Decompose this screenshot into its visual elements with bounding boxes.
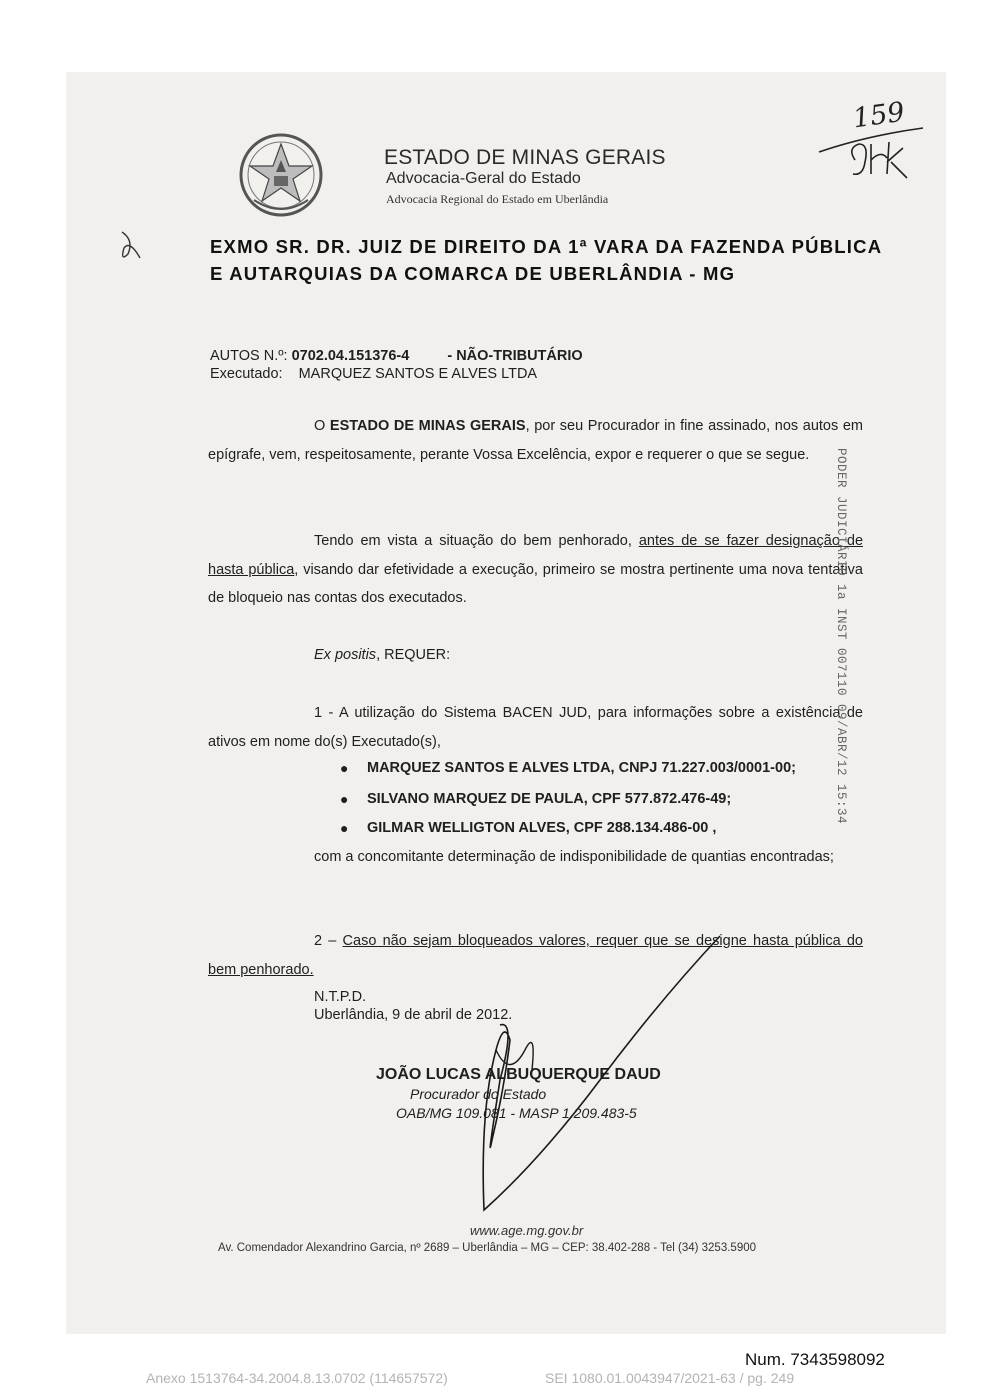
autos-number: 0702.04.151376-4	[291, 348, 410, 364]
p2-a: Tendo em vista a situação do bem penhorado,	[314, 533, 632, 549]
paragraph-ex-positis	[208, 641, 863, 670]
paragraph-situation	[208, 527, 863, 613]
addressee: EXMO SR. DR. JUIZ DE DIREITO DA 1ª VARA DA FAZENDA PÚBLICA E AUTARQUIAS DA COMARCA DE UBERLÂNDIA - MG	[210, 236, 882, 284]
paragraph-bacenjud	[208, 699, 863, 756]
bullet-dot-2: ●	[340, 791, 349, 807]
court-stamp: PODER JUDICIÁRIO 1a INST 007110 09/ABR/12 15:34	[834, 448, 848, 825]
p5-text: com a concomitante determinação de indisponibilidade de quantias encontradas;	[314, 849, 834, 865]
signer-name: JOÃO LUCAS ALBUQUERQUE DAUD	[376, 1066, 661, 1083]
executado-line	[210, 365, 583, 383]
p4-text: 1 - A utilização do Sistema BACEN JUD, para informações sobre a existência de ativos em nome do(s) Executado(s),	[208, 705, 863, 750]
p3-italic: Ex positis	[314, 647, 377, 663]
autos-type: - NÃO-TRIBUTÁRIO	[447, 348, 583, 364]
case-info	[210, 347, 583, 383]
signer-role: Procurador do Estado	[410, 1086, 547, 1102]
paragraph-indisponibilidade	[208, 843, 863, 872]
executado-label: Executado:	[210, 366, 283, 382]
document-number: Num. 7343598092	[745, 1350, 885, 1369]
coat-of-arms-seal	[236, 130, 326, 220]
page-mark: 159	[851, 96, 907, 135]
executado-value: MARQUEZ SANTOS E ALVES LTDA	[298, 366, 538, 382]
p1-rest: , por seu Procurador in fine assinado, nos autos em epígrafe, vem, respeitosamente, perante Vossa Excelência, expor e requerer o que se segue.	[208, 418, 863, 463]
p3-rest: , REQUER:	[376, 647, 451, 663]
bullet-dot-1: ●	[340, 760, 349, 776]
autos-label: AUTOS N.º:	[210, 348, 288, 364]
place-date: Uberlândia, 9 de abril de 2012.	[314, 1007, 513, 1023]
p1-lead: O	[314, 418, 326, 434]
header-subtitle-regional: Advocacia Regional do Estado em Uberlândia	[386, 192, 609, 206]
header-subtitle: Advocacia-Geral do Estado	[386, 170, 581, 187]
handwritten-mark	[112, 226, 152, 266]
header-title: ESTADO DE MINAS GERAIS	[384, 146, 666, 169]
paragraph-intro	[208, 412, 863, 469]
p2-b: , visando dar efetividade a execução, primeiro se mostra pertinente uma nova tentativa de bloqueio nas contas dos executados.	[208, 561, 863, 606]
anexo-reference: Anexo 1513764-34.2004.8.13.0702 (114657572)	[146, 1370, 448, 1386]
bullet-dot-3: ●	[340, 820, 349, 836]
handwritten-initials	[815, 118, 930, 188]
bullet-item-2: SILVANO MARQUEZ DE PAULA, CPF 577.872.476-49;	[367, 791, 732, 807]
bullet-item-3: GILMAR WELLIGTON ALVES, CPF 288.134.486-00 ,	[367, 820, 717, 836]
closing: N.T.P.D.	[314, 989, 367, 1005]
signer-oab: OAB/MG 109.081 - MASP 1.209.483-5	[396, 1105, 637, 1121]
p6-lead: 2 –	[314, 933, 337, 949]
bullet-item-1: MARQUEZ SANTOS E ALVES LTDA, CNPJ 71.227.003/0001-00;	[367, 760, 796, 776]
footer-address: Av. Comendador Alexandrino Garcia, nº 2689 – Uberlândia – MG – CEP: 38.402-288 - Tel (34) 3253.5900	[218, 1242, 757, 1254]
p6-underline: Caso não sejam bloqueados valores, requer que se designe hasta pública do bem penhorado.	[208, 933, 863, 978]
handwritten-signature	[440, 930, 760, 1220]
p2-underline: antes de se fazer designação de hasta pública	[208, 533, 864, 578]
website: www.age.mg.gov.br	[470, 1223, 584, 1238]
p1-bold: ESTADO DE MINAS GERAIS	[329, 418, 526, 434]
sei-reference: SEI 1080.01.0043947/2021-63 / pg. 249	[545, 1370, 795, 1386]
autos-line	[210, 347, 583, 365]
